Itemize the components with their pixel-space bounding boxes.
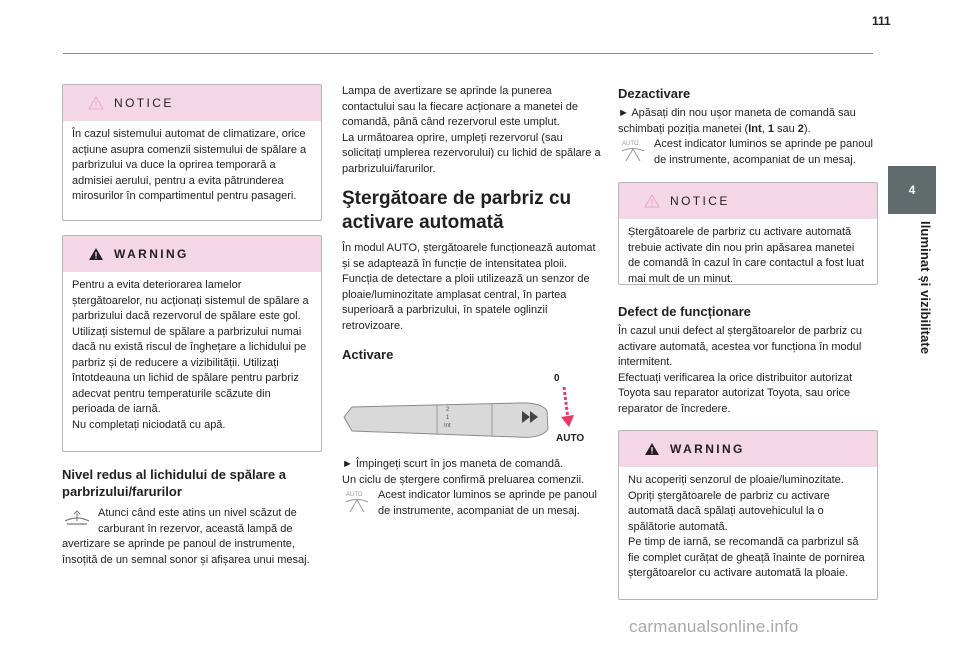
deactivation-one: 1 [767,122,774,135]
warning-body [63,272,321,441]
warning-text-1: Pentru a evita deteriorarea lamelor ștergătoarelor, nu acționați sistemul de spălare a parbrizului dacă rezervorul de spălare este gol. [72,279,309,322]
column-2 [342,84,602,519]
deactivation-lamp-text: Acest indicator luminos se aprinde pe panoul de instrumente, acompaniat de un mesaj. [654,138,873,166]
header-rule [63,53,873,54]
column-1 [62,84,322,568]
deactivation-end: ). [803,122,811,135]
activation-text: Un ciclu de ștergere confirmă preluarea comenzii. [342,473,585,486]
figure-label-int: Int [444,423,451,429]
notice-body: În cazul sistemului automat de climatizare, orice acțiune asupra comenzii sistemului de spălare a parbrizului va duce la oprirea temporară a admisiei aerului, pentru a evita pătrunderea mirosurilor în compartimentul pentru pasageri. [72,128,307,202]
warning2-text-1: Nu acoperiți senzorul de ploaie/luminozitate. [628,474,844,486]
notice-header-2 [619,183,877,219]
washer-fluid-icon [62,508,92,530]
deactivation-sep-2: sau [773,122,798,135]
low-level-text: Atunci când este atins un nivel scăzut de carburant în rezervor, această lampă de avertizare se aprinde pe panoul de instrumente, însoțită de un semnal sonor și afișarea unui mesaj. [62,507,310,566]
activation-lamp-text: Acest indicator luminos se aprinde pe panoul de instrumente, acompaniat de un mesaj. [378,489,597,517]
warning-body-2 [619,467,877,590]
warning2-text-2: Opriți ștergătoarele de parbriz cu activare automată dacă spălați autovehiculul la o spălătorie automată. [628,489,830,533]
caution-triangle-icon [644,194,660,208]
svg-text:AUTO: AUTO [346,492,363,498]
warning-triangle-icon [88,247,104,261]
figure-label-two: 2 [446,407,450,413]
warning-box-2 [618,430,878,600]
low-level-title: Nivel redus al lichidului de spălare a parbrizului/farurilor [62,467,286,499]
warning-label: WARNING [114,247,189,261]
activation-lamp-block [342,488,602,519]
notice-box-2 [618,182,878,285]
notice-box [62,84,322,221]
figure-label-zero: 0 [554,373,560,384]
warning2-text-3: Pe timp de iarnă, se recomandă ca parbrizul să fie complet curățat de gheață înainte de pornirea ștergătoarelor cu activare automată la ploaie. [628,536,865,579]
column-3 [618,84,878,600]
chapter-title: Iluminat și vizibilitate [918,221,933,355]
svg-text:AUTO: AUTO [622,141,639,147]
auto-wipers-text-2: Funcția de detectare a ploii utilizează un senzor de ploaie/luminozitate amplasat central, în partea superioară a parbrizului, în spatele oglinzii retrovizoare. [342,273,590,332]
caution-triangle-icon [88,96,104,110]
warning-header-2 [619,431,877,467]
notice-body-2: Ștergătoarele de parbriz cu activare automată trebuie activate din nou prin apăsarea manetei de comandă în cazul în care contactul a fost luat mai mult de un minut. [628,226,865,285]
chapter-number[interactable]: 4 [888,166,936,214]
activation-step: ► Împingeți scurt în jos maneta de comandă. [342,458,564,470]
deactivation-two: 2 [797,122,804,135]
notice-label: NOTICE [114,96,174,110]
figure-label-one: 1 [446,415,450,421]
deactivation-title: Dezactivare [618,86,691,101]
activation-title: Activare [342,347,394,362]
auto-wiper-lamp-icon [618,137,648,165]
deactivation-step [618,106,878,137]
notice-label-2: NOTICE [670,194,730,208]
low-level-block [62,506,322,568]
deactivation-int: Int [748,122,762,135]
auto-wiper-lamp-icon [342,488,372,516]
watermark: carmanualsonline.info [629,617,799,636]
fault-title: Defect de funcționare [618,304,751,319]
auto-wipers-title: Ştergătoare de parbriz cu activare automată [342,188,572,233]
auto-wipers-text-1: În modul AUTO, ștergătoarele funcționează automat și se adaptează în funcție de intensitatea ploii. [342,242,596,270]
warning-box [62,235,322,452]
warning-label-2: WARNING [670,442,745,456]
push-down-arrow-icon [564,387,568,419]
wiper-stalk-figure [342,369,598,447]
page-number: 111 [872,14,891,28]
fault-text-2: Efectuați verificarea la orice distribuitor autorizat Toyota sau reparator autorizat Toyota, sau orice reparator de încredere. [618,371,853,415]
deactivation-step-text: ► Apăsați din nou ușor maneta de comandă sau schimbați poziția manetei ( [618,107,856,135]
warning-text-3: Nu completați niciodată cu apă. [72,418,226,431]
lamp-intro-2: La următoarea oprire, umpleți rezervorul (sau solicitați umplerea rezervorului) cu lichid de spălare a parbrizului/farurilor. [342,131,601,175]
deactivation-sep-1: , [761,122,768,135]
lamp-intro-1: Lampa de avertizare se aprinde la punerea contactului sau la fiecare acționare a manetei de comandă, până când rezervorul este umplut. [342,85,579,128]
deactivation-lamp-block [618,137,878,168]
figure-label-auto: AUTO [556,433,585,444]
warning-header [63,236,321,272]
fault-text-1: În cazul unui defect al ștergătoarelor de parbriz cu activare automată, acestea vor funcționa în modul intermitent. [618,325,862,368]
notice-header [63,85,321,121]
warning-triangle-icon [644,442,660,456]
warning-text-2: Utilizați sistemul de spălare a parbrizului numai dacă nu există riscul de înghețare a lichidului pe parbriz și de reducere a vizibilității. Utilizați întotdeauna un lichid de spălare pentru parbriz adecvat pentru temperaturile scăzute din perioada de iarnă. [72,325,307,415]
